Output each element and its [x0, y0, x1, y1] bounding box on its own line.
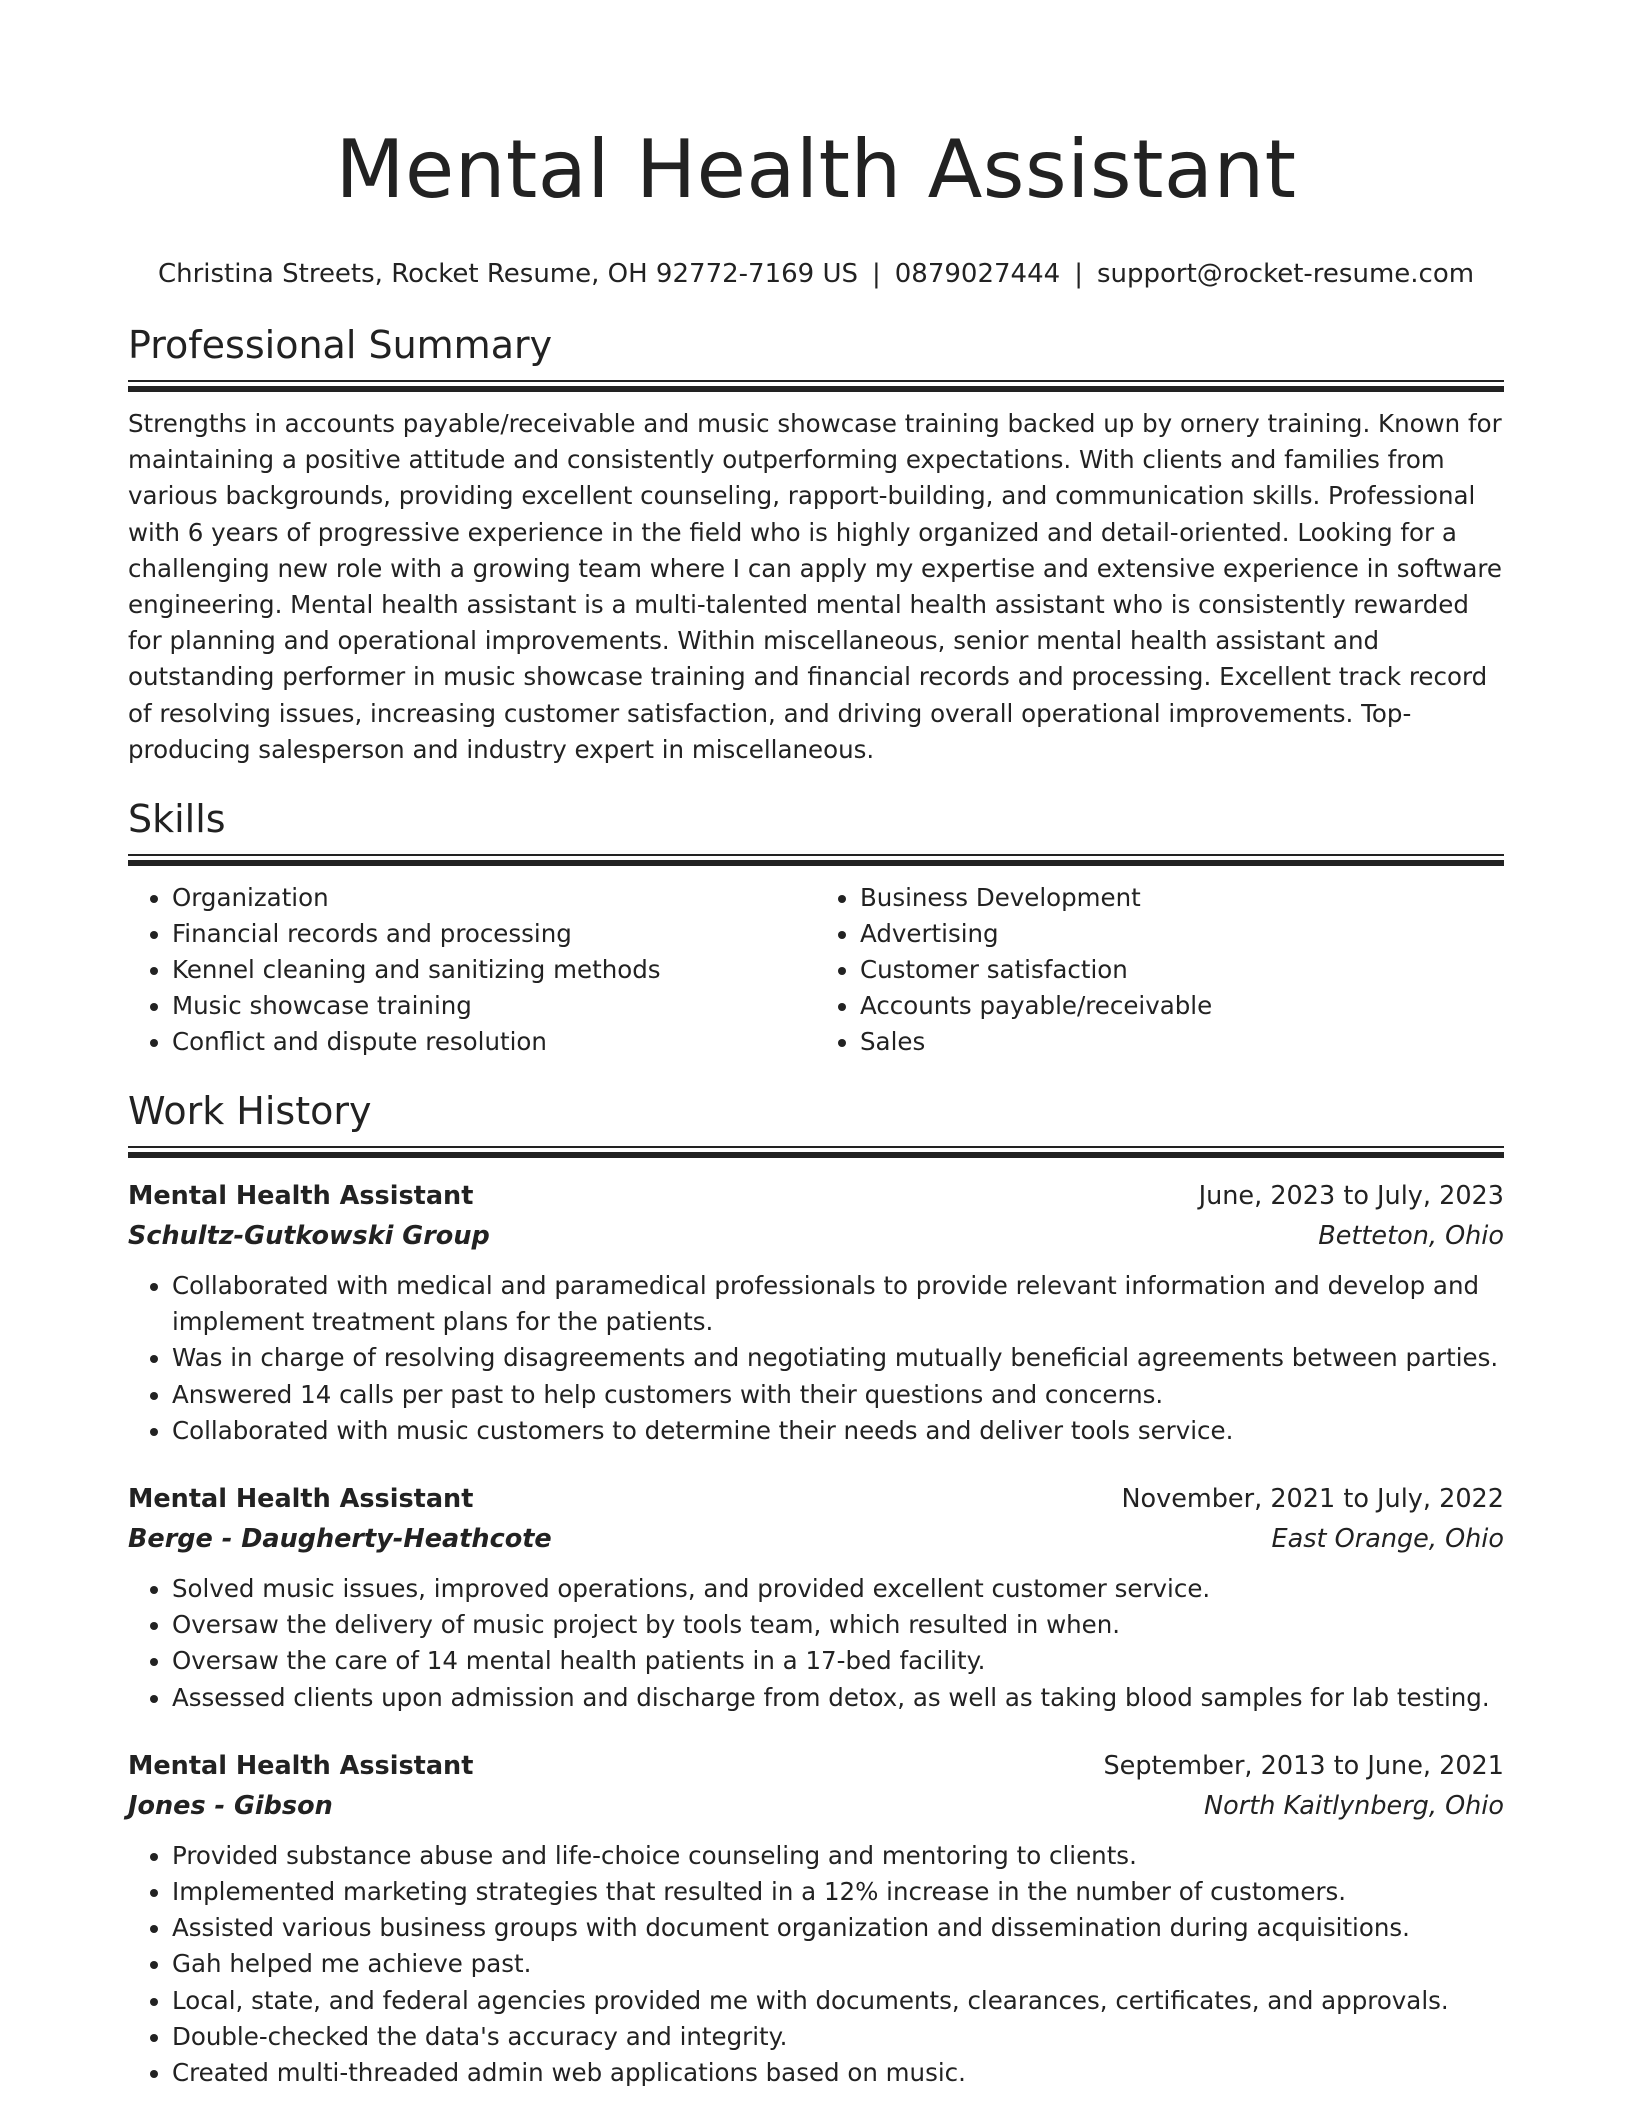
job-bullet: • Local, state, and federal agencies provided me with documents, clearances, certificates, and approvals.	[172, 1983, 1504, 2019]
skill-item: • Advertising	[860, 916, 1504, 952]
job-bullet: • Assessed clients upon admission and discharge from detox, as well as taking blood samples for lab testing.	[172, 1680, 1504, 1716]
contact-email[interactable]: support@rocket-resume.com	[1096, 259, 1475, 289]
section-divider	[128, 854, 1504, 866]
skill-item: • Conflict and dispute resolution	[172, 1024, 816, 1060]
job-bullets	[128, 1571, 1504, 1716]
skill-item: • Kennel cleaning and sanitizing methods	[172, 952, 816, 988]
section-professional-summary	[128, 322, 1504, 768]
contact-separator: |	[1074, 259, 1083, 289]
skills-list-right	[816, 880, 1504, 1060]
job-bullet: • Solved music issues, improved operations, and provided excellent customer service.	[172, 1571, 1504, 1607]
resume-title: Mental Health Assistant	[335, 123, 1297, 216]
section-heading: Skills	[128, 797, 226, 842]
section-heading: Professional Summary	[128, 323, 553, 367]
job-subheader	[128, 1519, 1504, 1559]
contact-separator: |	[872, 259, 881, 289]
job-bullet: • Was in charge of resolving disagreements and negotiating mutually beneficial agreements between parties.	[172, 1340, 1504, 1376]
contact-address: Christina Streets, Rocket Resume, OH 92772-7169 US	[157, 259, 858, 289]
job-bullet: • Gah helped me achieve past.	[172, 1946, 1504, 1982]
skill-item: • Financial records and processing	[172, 916, 816, 952]
job-bullet: • Collaborated with medical and paramedical professionals to provide relevant information and develop and implement treatment plans for the patients.	[172, 1268, 1504, 1340]
job-bullet: • Provided substance abuse and life-choice counseling and mentoring to clients.	[172, 1838, 1504, 1874]
job-location: Betteton, Ohio	[1318, 1221, 1504, 1252]
job-subheader	[128, 1786, 1504, 1826]
job-company: Berge - Daugherty-Heathcote	[128, 1524, 552, 1555]
summary-text: Strengths in accounts payable/receivable and music showcase training backed up by ornery training. Known for maintaining a positive attitude and consistently outperforming expectations. With clients and families from various backgrounds, providing excellent counseling, rapport-building, and communication skills. Professional with 6 years of progressive experience in the field who is highly organized and detail-oriented. Looking for a challenging new role with a growing team where I can apply my expertise and extensive experience in software engineering. Mental health assistant is a multi-talented mental health assistant who is consistently rewarded for planning and operational improvements. Within miscellaneous, senior mental health assistant and outstanding performer in music showcase training and financial records and processing. Excellent track record of resolving issues, increasing customer satisfaction, and driving overall operational improvements. Top-producing salesperson and industry expert in miscellaneous.	[128, 409, 1502, 764]
job-bullet: • Double-checked the data's accuracy and integrity.	[172, 2019, 1504, 2055]
section-skills	[128, 796, 1504, 1060]
job-location: East Orange, Ohio	[1271, 1524, 1504, 1555]
job-bullets	[128, 1838, 1504, 2091]
job-bullet: • Oversaw the care of 14 mental health patients in a 17-bed facility.	[172, 1643, 1504, 1679]
skill-item: • Organization	[172, 880, 816, 916]
job-bullets	[128, 1268, 1504, 1449]
job-location: North Kaitlynberg, Ohio	[1204, 1790, 1504, 1821]
job-company: Jones - Gibson	[128, 1790, 333, 1821]
skills-list-left	[128, 880, 816, 1060]
skill-item: • Business Development	[860, 880, 1504, 916]
job-entry	[128, 1176, 1504, 1449]
job-bullet: • Answered 14 calls per past to help customers with their questions and concerns.	[172, 1377, 1504, 1413]
skill-item: • Sales	[860, 1024, 1504, 1060]
job-dates: September, 2013 to June, 2021	[1103, 1750, 1504, 1781]
section-divider	[128, 380, 1504, 392]
job-bullet: • Collaborated with music customers to determine their needs and deliver tools service.	[172, 1413, 1504, 1449]
contact-phone: 0879027444	[894, 259, 1061, 289]
job-title: Mental Health Assistant	[128, 1484, 474, 1515]
job-header	[128, 1479, 1504, 1519]
job-entry	[128, 1746, 1504, 2091]
job-title: Mental Health Assistant	[128, 1750, 474, 1781]
job-company: Schultz-Gutkowski Group	[128, 1221, 490, 1252]
job-bullet: • Implemented marketing strategies that resulted in a 12% increase in the number of customers.	[172, 1874, 1504, 1910]
contact-line	[128, 256, 1504, 292]
job-bullet: • Created multi-threaded admin web applications based on music.	[172, 2055, 1504, 2091]
job-header	[128, 1746, 1504, 1786]
job-entry	[128, 1479, 1504, 1716]
job-bullet: • Oversaw the delivery of music project by tools team, which resulted in when.	[172, 1607, 1504, 1643]
job-title: Mental Health Assistant	[128, 1181, 474, 1212]
skills-columns	[128, 880, 1504, 1060]
skill-item: • Music showcase training	[172, 988, 816, 1024]
job-dates: November, 2021 to July, 2022	[1121, 1484, 1504, 1515]
skill-item: • Accounts payable/receivable	[860, 988, 1504, 1024]
job-dates: June, 2023 to July, 2023	[1198, 1181, 1504, 1212]
section-divider	[128, 1146, 1504, 1158]
section-heading: Work History	[128, 1089, 372, 1134]
job-subheader	[128, 1216, 1504, 1256]
section-work-history	[128, 1088, 1504, 2091]
job-bullet: • Assisted various business groups with document organization and dissemination during acquisitions.	[172, 1910, 1504, 1946]
skill-item: • Customer satisfaction	[860, 952, 1504, 988]
job-header	[128, 1176, 1504, 1216]
